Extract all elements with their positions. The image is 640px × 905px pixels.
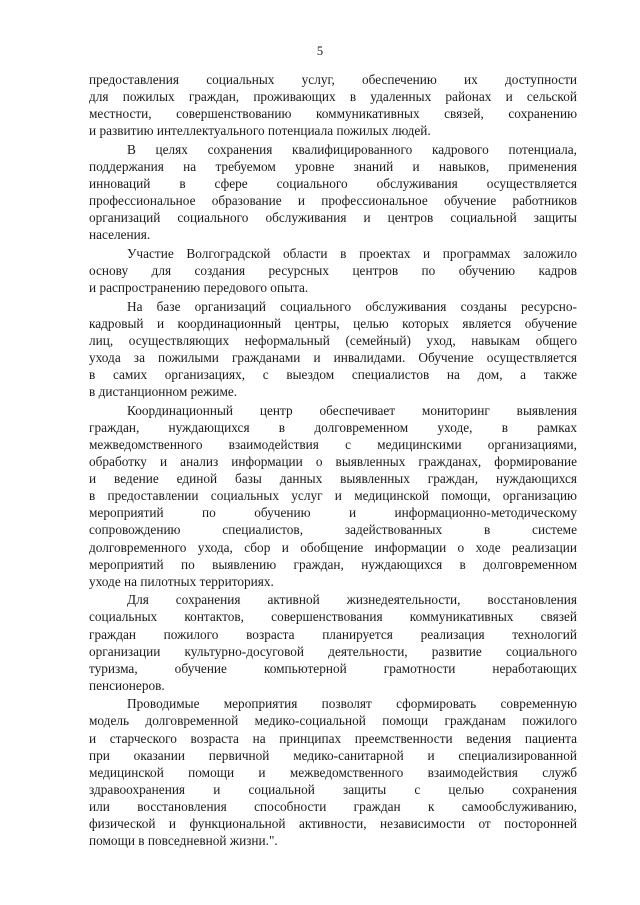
document-body: [89, 71, 577, 851]
text-line: Участие Волгоградской области в проектах и программах заложило: [127, 245, 577, 261]
text-line: физической и функциональной активности, независимости от посторонней: [89, 816, 577, 832]
text-line: мероприятий по обучению и информационно-методическому: [89, 505, 577, 521]
text-line: межведомственного взаимодействия с медицинскими организациями,: [89, 436, 577, 452]
text-line: граждан, нуждающихся в долговременном уходе, в рамках: [89, 419, 577, 435]
text-line: граждан пожилого возраста планируется реализация технологий: [89, 626, 577, 642]
text-line: инноваций в сфере социального обслуживания осуществляется: [89, 176, 577, 192]
text-line: здравоохранения и социальной защиты с целью сохранения: [89, 781, 577, 797]
text-line: мероприятий по выявлению граждан, нуждающихся в долговременном: [89, 556, 577, 572]
text-line: при оказании первичной медико-санитарной и специализированной: [89, 747, 577, 763]
text-line: обработку и анализ информации о выявленных гражданах, формирование: [89, 454, 577, 470]
text-line: долговременного ухода, сбор и обобщение информации о ходе реализации: [89, 539, 577, 555]
paragraph: [89, 591, 577, 694]
text-line: организаций социального обслуживания и центров социальной защиты: [89, 210, 577, 226]
text-line: социальных контактов, совершенствования коммуникативных связей: [89, 609, 577, 625]
text-line: кадровый и координационный центры, целью которых является обучение: [89, 315, 577, 331]
text-line: и старческого возраста на принципах преемственности ведения пациента: [89, 730, 577, 746]
text-line: Координационный центр обеспечивает мониторинг выявления: [127, 402, 577, 418]
paragraph: [89, 402, 577, 590]
text-line: Проводимые мероприятия позволят сформировать современную: [127, 696, 577, 712]
text-line: помощи в повседневной жизни.".: [89, 833, 278, 849]
paragraph: [89, 695, 577, 849]
text-line: предоставления социальных услуг, обеспечению их доступности: [89, 72, 577, 87]
text-line: и распространению передового опыта.: [89, 280, 309, 296]
paragraph: [89, 71, 577, 139]
text-line: ухода за пожилыми гражданами и инвалидами. Обучение осуществляется: [89, 350, 577, 365]
text-line: В целях сохранения квалифицированного кадрового потенциала,: [127, 141, 577, 157]
text-line: поддержания на требуемом уровне знаний и навыков, применения: [89, 158, 577, 174]
paragraph: [89, 245, 577, 296]
text-line: профессиональное образование и профессиональное обучение работников: [89, 193, 577, 209]
text-line: в дистанционном режиме.: [89, 384, 238, 400]
text-line: медицинской помощи и межведомственного взаимодействия служб: [89, 764, 577, 780]
text-line: или восстановления способности граждан к самообслуживанию,: [89, 798, 577, 814]
text-line: Для сохранения активной жизнедеятельности, восстановления: [127, 592, 577, 608]
text-line: в самих организациях, с выездом специалистов на дом, а также: [89, 367, 577, 383]
paragraph: [89, 298, 577, 401]
text-line: организации культурно-досуговой деятельности, развитие социального: [89, 643, 577, 659]
text-line: и развитию интеллектуального потенциала пожилых людей.: [89, 123, 431, 139]
text-line: пенсионеров.: [89, 677, 165, 693]
text-line: уходе на пилотных территориях.: [89, 573, 274, 589]
text-line: населения.: [89, 227, 151, 243]
text-line: местности, совершенствованию коммуникативных связей, сохранению: [89, 106, 577, 122]
text-line: На базе организаций социального обслуживания созданы ресурсно-: [127, 298, 577, 314]
text-line: для пожилых граждан, проживающих в удаленных районах и сельской: [89, 89, 577, 105]
text-line: в предоставлении социальных услуг и медицинской помощи, организацию: [89, 488, 577, 504]
paragraph: [89, 141, 577, 244]
page-number: 5: [316, 44, 324, 58]
text-line: сопровождению специалистов, задействованных в системе: [89, 522, 577, 538]
text-line: лиц, осуществляющих неформальный (семейный) уход, навыкам общего: [89, 332, 577, 348]
text-line: и ведение единой базы данных выявленных граждан, нуждающихся: [89, 471, 577, 487]
text-line: туризма, обучение компьютерной грамотности неработающих: [89, 660, 577, 676]
text-line: модель долговременной медико-социальной помощи гражданам пожилого: [89, 713, 577, 729]
text-line: основу для создания ресурсных центров по обучению кадров: [89, 263, 577, 279]
